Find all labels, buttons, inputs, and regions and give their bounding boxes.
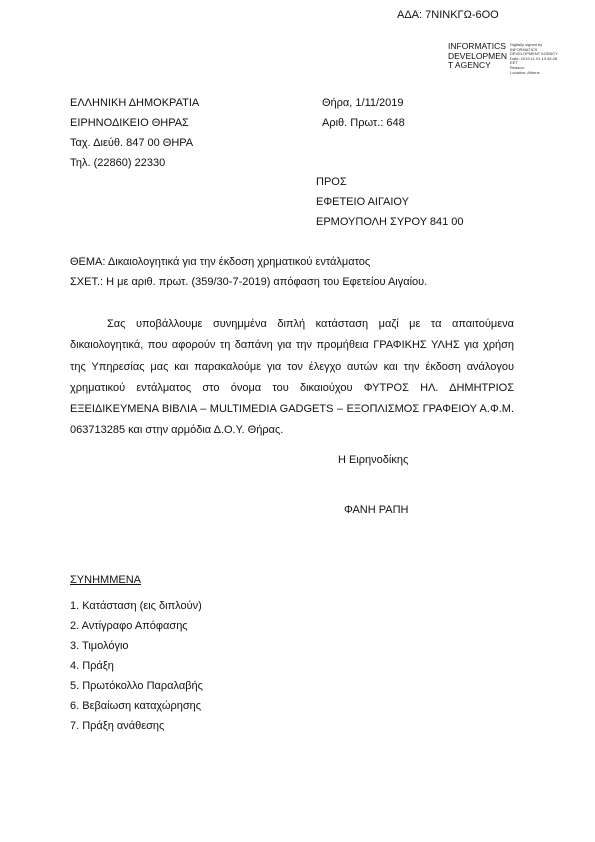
list-item: 4. Πράξη [70,660,114,672]
signature-org-line: DEVELOPMEN [448,50,508,61]
digital-signature-stamp [448,41,558,75]
signature-details [510,43,558,75]
attachments-list [70,596,203,736]
sender-country: ΕΛΛΗΝΙΚΗ ΔΗΜΟΚΡΑΤΙΑ [70,97,200,109]
signature-org-line: INFORMATICS [448,41,506,51]
signature-detail-line: INFORMATICS [510,46,538,52]
sender-phone: Τηλ. (22860) 22330 [70,157,166,169]
reference-line: ΣΧΕΤ.: Η με αριθ. πρωτ. (359/30-7-2019) απόφαση του Εφετείου Αιγαίου. [70,276,428,288]
recipient-name: ΕΦΕΤΕΙΟ ΑΙΓΑΙΟΥ [316,196,409,208]
signature-detail-line: Digitally signed by [510,42,543,47]
sender-court: ΕΙΡΗΝΟΔΙΚΕΙΟ ΘΗΡΑΣ [70,117,189,129]
signature-detail-line: DEVELOPMENT AGENCY [510,51,558,57]
signature-organization [448,42,507,71]
list-item: 6. Βεβαίωση καταχώρησης [70,700,202,712]
signature-org-line: T AGENCY [448,60,491,70]
signer-title: Η Ειρηνοδίκης [338,454,409,466]
signature-detail-line: Location: Athens [510,69,540,75]
attachments-heading: ΣΥΝΗΜΜΕΝΑ [70,574,141,586]
protocol-number: Αριθ. Πρωτ.: 648 [322,117,405,129]
list-item: 1. Κατάσταση (εις διπλούν) [70,600,202,612]
recipient-to: ΠΡΟΣ [316,176,347,188]
list-item: 5. Πρωτόκολλο Παραλαβής [70,680,203,692]
signer-name: ΦΑΝΗ ΡΑΠΗ [344,504,409,516]
signature-detail-line: Date: 2019.11.01 13:45:28 [510,55,558,61]
recipient-address: ΕΡΜΟΥΠΟΛΗ ΣΥΡΟΥ 841 00 [316,216,464,228]
document-date: Θήρα, 1/11/2019 [322,97,404,109]
sender-address: Ταχ. Διεύθ. 847 00 ΘΗΡΑ [70,137,194,149]
list-item: 3. Τιμολόγιο [70,640,129,652]
ada-code: ΑΔΑ: 7ΝΙΝΚΓΩ-6ΟΟ [397,9,499,21]
body-paragraph: Σας υποβάλλουμε συνημμένα διπλή κατάσταση μαζί με τα απαιτούμενα δικαιολογητικά, που αφορούν τη δαπάνη για την προμήθεια ΓΡΑΦΙΚΗΣ ΥΛΗΣ για χρήση της Υπηρεσίας μας και παρακαλούμε για τον έλεγχο αυτών και την έκδοση ανάλογου χρηματικού εντάλματος στο όνομα του δικαιούχου ΦΥΤΡΟΣ ΗΛ. ΔΗΜΗΤΡΙΟΣ ΕΞΕΙΔΙΚΕΥΜΕΝΑ ΒΙΒΛΙΑ – MULTIMEDIA GADGETS – ΕΞΟΠΛΙΣΜΟΣ ΓΡΑΦΕΙΟΥ Α.Φ.Μ. 063713285 και στην αρμόδια Δ.Ο.Υ. Θήρας. [70,318,514,437]
list-item: 7. Πράξη ανάθεσης [70,720,165,732]
list-item: 2. Αντίγραφο Απόφασης [70,620,188,632]
subject-line: ΘΕΜΑ: Δικαιολογητικά για την έκδοση χρηματικού εντάλματος [70,256,371,268]
signature-detail-line: EET [510,60,518,66]
signature-detail-line: Reason: [510,64,525,70]
